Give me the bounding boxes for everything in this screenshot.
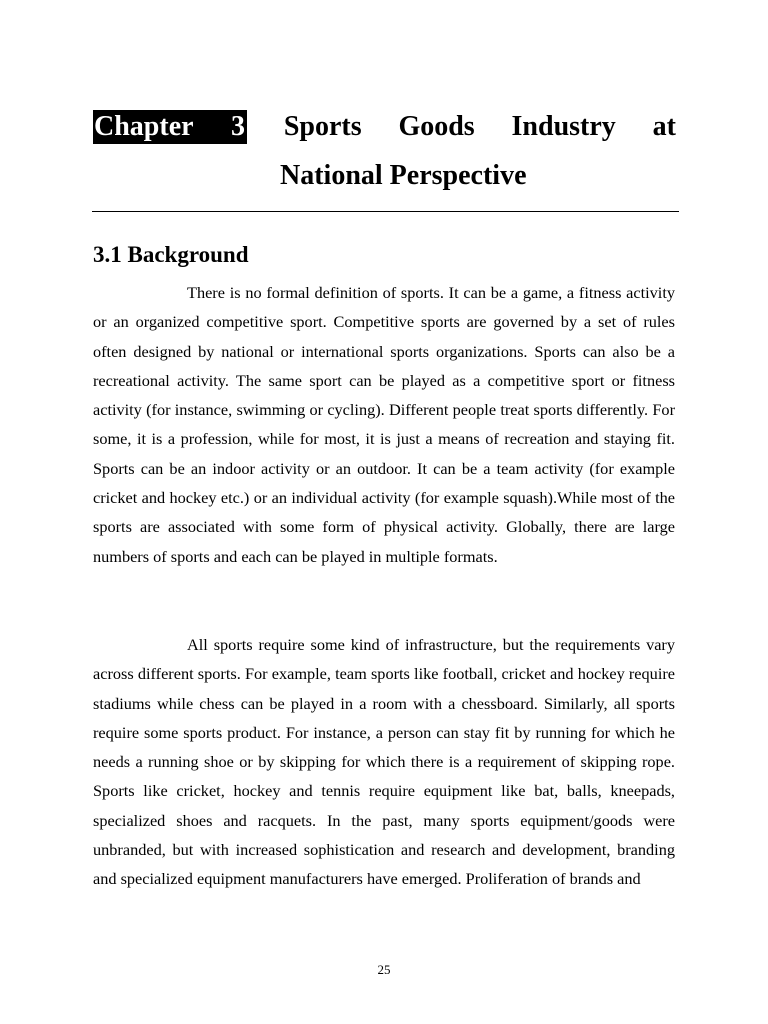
chapter-title-word: Goods: [398, 111, 475, 142]
chapter-label: [93, 110, 247, 144]
chapter-title-line-1: [93, 106, 676, 148]
chapter-title-word: Industry: [511, 111, 616, 142]
chapter-label-word: Chapter: [94, 111, 194, 142]
chapter-title-word: at: [652, 111, 676, 142]
chapter-label-number: 3: [231, 111, 245, 142]
chapter-title-word: Sports: [283, 111, 362, 142]
chapter-title-line-2: National Perspective: [280, 160, 527, 191]
body-paragraph: There is no formal definition of sports. It can be a game, a fitness activity or an organized competitive sport. Competitive sports are governed by a set of rules often designed by national or international sports organizations. Sports can also be a recreational activity. The same sport can be played as a competitive sport or fitness activity (for instance, swimming or cycling). Different people treat sports differently. For some, it is a profession, while for most, it is just a means of recreation and staying fit. Sports can be an indoor activity or an outdoor. It can be a team activity (for example cricket and hockey etc.) or an individual activity (for example squash).While most of the sports are associated with some form of physical activity. Globally, there are large numbers of sports and each can be played in multiple formats.: [93, 283, 675, 566]
header-divider: [92, 211, 679, 212]
page-number: 25: [377, 962, 391, 977]
section-heading: 3.1 Background: [93, 242, 249, 267]
body-paragraph: All sports require some kind of infrastructure, but the requirements vary across different sports. For example, team sports like football, cricket and hockey require stadiums while chess can be played in a room with a chessboard. Similarly, all sports require some sports product. For instance, a person can stay fit by running for which he needs a running shoe or by skipping for which there is a requirement of skipping rope. Sports like cricket, hockey and tennis require equipment like bat, balls, kneepads, specialized shoes and racquets. In the past, many sports equipment/goods were unbranded, but with increased sophistication and research and development, branding and specialized equipment manufacturers have emerged. Proliferation of brands and: [93, 635, 675, 889]
chapter-header: [93, 106, 676, 196]
